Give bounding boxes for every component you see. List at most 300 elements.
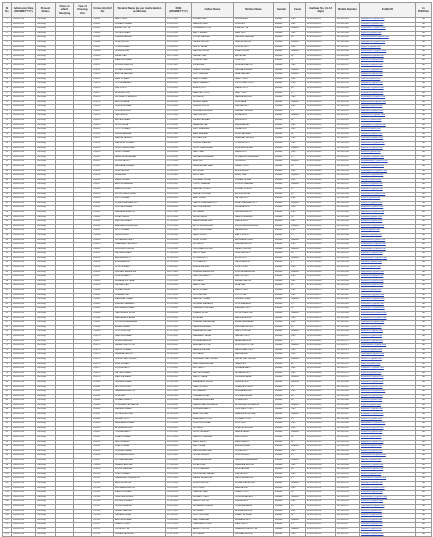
table-cell: RAJKUMARI DEVI xyxy=(234,348,274,353)
table-cell: 109 xyxy=(3,514,12,519)
table-cell: 9111001044 xyxy=(336,215,360,220)
email-cell: pujab24@gmail.com xyxy=(360,403,416,408)
table-cell: LAKHI HEMBROM xyxy=(234,477,274,482)
table-cell: 615011002084 xyxy=(306,353,336,358)
table-cell: 02-04-2001 xyxy=(166,22,192,27)
table-cell: OBC xyxy=(290,142,306,147)
table-cell: 120032 xyxy=(92,160,114,165)
table-cell: OBC xyxy=(290,422,306,427)
table-cell: Pursuing xyxy=(36,266,56,271)
table-cell: Pursuing xyxy=(36,417,56,422)
table-cell: Female xyxy=(274,86,290,91)
table-cell: Pursuing xyxy=(36,334,56,339)
table-cell: ROSHNI KHATUN xyxy=(114,63,166,68)
table-cell: 120015 xyxy=(92,82,114,87)
table-cell: 9111001075 xyxy=(336,357,360,362)
table-cell: Female xyxy=(274,82,290,87)
table-cell: 615011002083 xyxy=(306,348,336,353)
table-cell: 120003 xyxy=(92,27,114,32)
table-cell: 09/09/2019 xyxy=(12,252,36,257)
table-cell: 13-06-2000 xyxy=(166,91,192,96)
table-cell: Pursuing xyxy=(36,339,56,344)
table-cell: Pursuing xyxy=(36,146,56,151)
table-cell: JAYA SARKAR xyxy=(234,73,274,78)
table-cell: 09/09/2019 xyxy=(12,321,36,326)
table-cell: 615011002113 xyxy=(306,486,336,491)
table-cell: Female xyxy=(274,376,290,381)
table-cell: No xyxy=(416,380,432,385)
table-cell: SUMI MURMU xyxy=(234,454,274,459)
table-cell: Pursuing xyxy=(36,105,56,110)
table-cell: No xyxy=(416,367,432,372)
table-cell: SARITA KUMARI xyxy=(114,334,166,339)
table-cell: 120008 xyxy=(92,50,114,55)
table-cell: 615011002048 xyxy=(306,187,336,192)
table-cell: 18-11-2000 xyxy=(166,210,192,215)
table-cell: No xyxy=(416,146,432,151)
table-cell: 9111001051 xyxy=(336,247,360,252)
table-cell: No xyxy=(416,238,432,243)
table-cell: NASIMA BEGUM xyxy=(234,96,274,101)
table-cell: 04-05-2000 xyxy=(166,238,192,243)
table-cell: SITA DEVI xyxy=(234,22,274,27)
table-cell: Pursuing xyxy=(36,486,56,491)
table-cell: BANDANA KUMARI xyxy=(114,422,166,427)
email-cell: mitalib06@gmail.com xyxy=(360,215,416,220)
table-cell: 04-06-2000 xyxy=(166,491,192,496)
table-cell: OBC xyxy=(290,123,306,128)
table-cell: 9111001004 xyxy=(336,31,360,36)
spreadsheet xyxy=(2,2,431,537)
table-cell: No xyxy=(416,504,432,509)
table-cell: 9111001095 xyxy=(336,449,360,454)
table-cell: RAKESH TIWARI xyxy=(192,298,234,303)
table-cell: 120088 xyxy=(92,417,114,422)
table-cell: ARCHANA DUBEY xyxy=(234,238,274,243)
table-cell: 14 xyxy=(3,77,12,82)
table-cell: 19 xyxy=(3,100,12,105)
table-cell: 615011002015 xyxy=(306,36,336,41)
table-cell: Female xyxy=(274,201,290,206)
table-cell: 09/09/2019 xyxy=(12,413,36,418)
table-cell: 46 xyxy=(3,224,12,229)
table-cell: OBC xyxy=(290,18,306,23)
table-cell: BIMLA DEVI xyxy=(234,119,274,124)
table-cell: 09-06-2000 xyxy=(166,197,192,202)
table-cell: 09/09/2019 xyxy=(12,431,36,436)
table-cell: Female xyxy=(274,357,290,362)
table-cell: SOUMEN ROY xyxy=(192,256,234,261)
table-cell: PRADIP BISWAS xyxy=(192,68,234,73)
table-cell: 3 xyxy=(3,27,12,32)
table-cell: 20-02-2001 xyxy=(166,440,192,445)
table-cell: 615011002059 xyxy=(306,238,336,243)
email-cell: munnih12@gmail.com xyxy=(360,339,416,344)
email-cell: mamtak19@gmail.com xyxy=(360,59,416,64)
email-cell: ankitas19@gmail.com xyxy=(360,183,416,188)
table-cell: DASHRATH KISKU xyxy=(192,523,234,528)
table-cell: SONAMUNI HEMBRAM xyxy=(234,155,274,160)
column-header: In PH/Other xyxy=(416,3,432,18)
email-cell: nishasingh21@gmail.com xyxy=(360,50,416,55)
table-cell: 06-07-2000 xyxy=(166,215,192,220)
table-cell: 615011002080 xyxy=(306,334,336,339)
table-cell: 15-07-2000 xyxy=(166,371,192,376)
table-cell: 9111001008 xyxy=(336,50,360,55)
table-cell: PURNIMA BAURI xyxy=(234,504,274,509)
table-cell: Pursuing xyxy=(36,509,56,514)
table-cell: 615011002061 xyxy=(306,247,336,252)
table-cell: RITA SAHA xyxy=(234,100,274,105)
table-cell: 615011002117 xyxy=(306,504,336,509)
table-cell: PAPPU RAM xyxy=(192,252,234,257)
table-cell: 41 xyxy=(3,201,12,206)
table-cell: 21-10-2000 xyxy=(166,357,192,362)
table-cell: Female xyxy=(274,302,290,307)
table-cell: SC xyxy=(290,252,306,257)
table-cell: 88 xyxy=(3,417,12,422)
table-cell: Pursuing xyxy=(36,233,56,238)
table-cell: 120098 xyxy=(92,463,114,468)
table-cell: No xyxy=(416,174,432,179)
table-cell: 9111001055 xyxy=(336,266,360,271)
table-cell: No xyxy=(416,445,432,450)
table-cell: RIYA DAS xyxy=(114,394,166,399)
table-cell: FARHANA KHATUN xyxy=(114,210,166,215)
table-cell: MD IRFAN xyxy=(192,509,234,514)
table-cell: 10-03-2001 xyxy=(166,247,192,252)
email-cell: somac25@gmail.com xyxy=(360,201,416,206)
table-cell: MANU BAGDI xyxy=(234,440,274,445)
email-cell: ritikaa02@gmail.com xyxy=(360,459,416,464)
table-cell: Pursuing xyxy=(36,380,56,385)
table-cell: REKHA SINHA xyxy=(234,445,274,450)
table-cell: 19-09-2000 xyxy=(166,59,192,64)
table-cell: 24-07-2000 xyxy=(166,275,192,280)
table-cell: 615011002021 xyxy=(306,63,336,68)
table-cell: Pursuing xyxy=(36,403,56,408)
table-cell: 09/09/2019 xyxy=(12,486,36,491)
table-cell: No xyxy=(416,123,432,128)
table-cell: SC xyxy=(290,436,306,441)
table-cell: DULARI SOREN xyxy=(234,187,274,192)
table-cell: 25-08-2000 xyxy=(166,518,192,523)
table-cell: SC xyxy=(290,36,306,41)
table-cell: 120097 xyxy=(92,459,114,464)
table-cell: 26-09-2000 xyxy=(166,151,192,156)
table-cell: 9111001034 xyxy=(336,169,360,174)
table-cell: 61 xyxy=(3,293,12,298)
table-cell: 16-06-2000 xyxy=(166,394,192,399)
table-cell: 09/09/2019 xyxy=(12,422,36,427)
table-cell: Pursuing xyxy=(36,481,56,486)
table-cell: 120109 xyxy=(92,514,114,519)
table-cell: No xyxy=(416,426,432,431)
table-cell: 120026 xyxy=(92,132,114,137)
table-cell: 21-07-2000 xyxy=(166,50,192,55)
table-cell: Female xyxy=(274,413,290,418)
table-cell: Female xyxy=(274,243,290,248)
table-cell: Pursuing xyxy=(36,376,56,381)
table-cell: 09/09/2019 xyxy=(12,142,36,147)
table-cell: Pursuing xyxy=(36,302,56,307)
email-cell: afsanab26@gmail.com xyxy=(360,426,416,431)
table-cell: No xyxy=(416,243,432,248)
table-cell: Female xyxy=(274,481,290,486)
table-cell: 9111001091 xyxy=(336,431,360,436)
table-cell: 12 xyxy=(3,68,12,73)
table-cell: SC xyxy=(290,514,306,519)
table-cell: Female xyxy=(274,229,290,234)
table-cell: 17-07-2000 xyxy=(166,160,192,165)
table-cell: No xyxy=(416,105,432,110)
table-cell: General xyxy=(290,495,306,500)
email-cell: payelm10@gmail.com xyxy=(360,146,416,151)
table-cell: Female xyxy=(274,137,290,142)
table-cell: 51 xyxy=(3,247,12,252)
table-cell: Female xyxy=(274,45,290,50)
table-cell: SUPRIYA MUKHERJEE xyxy=(234,224,274,229)
table-cell: 120017 xyxy=(92,91,114,96)
table-cell: Pursuing xyxy=(36,284,56,289)
table-cell: 9111001021 xyxy=(336,109,360,114)
email-cell: seemak22@gmail.com xyxy=(360,380,416,385)
table-cell: SAKI TUDU xyxy=(234,91,274,96)
table-cell: No xyxy=(416,275,432,280)
table-cell: SURESH RAM xyxy=(192,59,234,64)
table-cell: RUPA BHATTACHARYA xyxy=(234,403,274,408)
table-cell: OBC xyxy=(290,289,306,294)
table-cell: 615011002110 xyxy=(306,472,336,477)
table-cell: Female xyxy=(274,54,290,59)
table-cell: 09/09/2019 xyxy=(12,100,36,105)
table-cell: 09/09/2019 xyxy=(12,270,36,275)
table-cell: 120105 xyxy=(92,495,114,500)
table-cell: Female xyxy=(274,472,290,477)
table-cell: TANIYA SEN xyxy=(114,114,166,119)
table-cell: 120035 xyxy=(92,174,114,179)
table-cell xyxy=(56,532,74,537)
email-cell: debosmitap21@gmail.com xyxy=(360,495,416,500)
table-cell: General xyxy=(290,174,306,179)
email-cell: saritak23@gmail.com xyxy=(360,334,416,339)
table-cell: SIPRA DEY xyxy=(234,160,274,165)
table-cell: General xyxy=(290,40,306,45)
table-cell: 615011002121 xyxy=(306,523,336,528)
table-cell: 20 xyxy=(3,105,12,110)
table-cell: RINKI KUMARI xyxy=(114,151,166,156)
table-cell: 120058 xyxy=(92,279,114,284)
table-cell: 615011002045 xyxy=(306,174,336,179)
table-cell: Female xyxy=(274,367,290,372)
table-cell: 16-08-2000 xyxy=(166,77,192,82)
table-cell: RAMPARI DEVI xyxy=(234,307,274,312)
table-cell: Pursuing xyxy=(36,275,56,280)
table-cell: Pursuing xyxy=(36,394,56,399)
email-cell: mallikas03@gmail.com xyxy=(360,376,416,381)
table-cell: 615011002054 xyxy=(306,215,336,220)
table-cell: MD JAMAL xyxy=(192,210,234,215)
table-cell: 120027 xyxy=(92,137,114,142)
table-cell: Female xyxy=(274,18,290,23)
email-cell: rinkik26@gmail.com xyxy=(360,151,416,156)
table-cell: Female xyxy=(274,523,290,528)
table-cell: FULMANI TUDU xyxy=(234,417,274,422)
table-cell: Pursuing xyxy=(36,449,56,454)
table-cell: Female xyxy=(274,353,290,358)
table-cell: 09-02-2001 xyxy=(166,385,192,390)
table-cell: 615011002092 xyxy=(306,390,336,395)
table-cell: 28 xyxy=(3,142,12,147)
table-cell: SUTAPA GHOSAL xyxy=(114,413,166,418)
table-cell: 9111001094 xyxy=(336,445,360,450)
table-cell: 615011002082 xyxy=(306,344,336,349)
table-cell: ZARINA BEGUM xyxy=(234,243,274,248)
table-cell: SANGITA HEMBRAM xyxy=(114,155,166,160)
table-cell: 09/09/2019 xyxy=(12,114,36,119)
email-cell: mahjabeen26@gmail.com xyxy=(360,316,416,321)
table-cell: PHULO DEVI xyxy=(234,266,274,271)
table-cell: MINA DUTTA xyxy=(234,27,274,32)
table-cell: Female xyxy=(274,238,290,243)
table-cell: 615011002037 xyxy=(306,137,336,142)
table-cell: OBC xyxy=(290,137,306,142)
table-cell: 615011002013 xyxy=(306,27,336,32)
email-cell: khushbup28@gmail.com xyxy=(360,96,416,101)
email-cell: babitas30@gmail.com xyxy=(360,187,416,192)
table-cell: MD YUNUS xyxy=(192,486,234,491)
table-cell: Pursuing xyxy=(36,371,56,376)
table-cell: Pursuing xyxy=(36,491,56,496)
table-cell: BIRENDRA SAH xyxy=(192,266,234,271)
table-cell: 09/09/2019 xyxy=(12,155,36,160)
table-cell: 09/09/2019 xyxy=(12,109,36,114)
email-cell: rehanas13@gmail.com xyxy=(360,279,416,284)
table-cell: Female xyxy=(274,399,290,404)
table-cell: 09/09/2019 xyxy=(12,316,36,321)
table-cell: 9111001110 xyxy=(336,518,360,523)
table-cell: 12-02-2001 xyxy=(166,500,192,505)
table-cell: 09/09/2019 xyxy=(12,91,36,96)
table-cell: 120024 xyxy=(92,123,114,128)
table-cell: 615011002097 xyxy=(306,413,336,418)
table-cell: No xyxy=(416,408,432,413)
table-cell: 68 xyxy=(3,325,12,330)
table-cell: 120089 xyxy=(92,422,114,427)
table-cell: MOUMITA DEY xyxy=(114,160,166,165)
table-cell: No xyxy=(416,119,432,124)
table-cell: SARASWATI HEMBROM xyxy=(114,477,166,482)
table-cell: ARUN KUMAR xyxy=(192,289,234,294)
column-header: Mobile Number xyxy=(336,3,360,18)
table-cell: SC xyxy=(290,284,306,289)
table-cell: 615011002114 xyxy=(306,491,336,496)
table-cell: 615011002075 xyxy=(306,312,336,317)
table-cell: Pursuing xyxy=(36,252,56,257)
table-cell: AMINA KHATUN xyxy=(234,279,274,284)
table-cell: 09/09/2019 xyxy=(12,325,36,330)
table-cell: Female xyxy=(274,293,290,298)
table-cell: SUMAN KUMARI xyxy=(114,22,166,27)
table-cell: 09/09/2019 xyxy=(12,284,36,289)
table-cell: Pursuing xyxy=(36,27,56,32)
table-cell: 01-04-2001 xyxy=(166,527,192,532)
table-cell: 10-04-2001 xyxy=(166,362,192,367)
table-cell: MD ASLAM xyxy=(192,63,234,68)
table-cell: RUKSANA KHATUN xyxy=(114,486,166,491)
table-cell: 09/09/2019 xyxy=(12,201,36,206)
table-cell: 57 xyxy=(3,275,12,280)
table-cell: 24-12-2000 xyxy=(166,114,192,119)
email-cell: ranik16@gmail.com xyxy=(360,77,416,82)
table-cell: 09/09/2019 xyxy=(12,151,36,156)
table-cell: 95 xyxy=(3,449,12,454)
table-cell: CHHABI GORAI xyxy=(234,178,274,183)
table-cell: SHARMILA GHOSAL xyxy=(234,413,274,418)
table-cell: No xyxy=(416,224,432,229)
table-cell: MONIKA TUDU xyxy=(114,91,166,96)
table-cell: PRITI KUMARI xyxy=(114,197,166,202)
table-cell: Pursuing xyxy=(36,201,56,206)
table-cell: ST xyxy=(290,523,306,528)
table-cell: SUMANA MAITY xyxy=(234,367,274,372)
table-cell: No xyxy=(416,68,432,73)
table-cell: Female xyxy=(274,68,290,73)
table-cell: KHUSHI KUMARI xyxy=(114,500,166,505)
table-cell: Female xyxy=(274,192,290,197)
table-cell: 9111001085 xyxy=(336,403,360,408)
table-cell: Pursuing xyxy=(36,504,56,509)
table-cell: 120023 xyxy=(92,119,114,124)
table-cell: 08-12-2000 xyxy=(166,165,192,170)
table-cell: ASHOK ROY xyxy=(192,86,234,91)
table-cell: General xyxy=(290,73,306,78)
table-cell: MANOJ SHAH xyxy=(192,77,234,82)
table-cell: 55 xyxy=(3,266,12,271)
table-cell: 09/09/2019 xyxy=(12,165,36,170)
table-cell: OBC xyxy=(290,151,306,156)
table-cell: NIRMALA DEVI xyxy=(234,518,274,523)
email-cell: papiyab20@gmail.com xyxy=(360,440,416,445)
table-cell: 120061 xyxy=(92,293,114,298)
table-cell: 9111001052 xyxy=(336,252,360,257)
table-cell: No xyxy=(416,197,432,202)
table-cell: 09/09/2019 xyxy=(12,238,36,243)
table-cell: Pursuing xyxy=(36,312,56,317)
table-cell: Female xyxy=(274,59,290,64)
table-cell: 120075 xyxy=(92,357,114,362)
table-cell: SUDESHNA PAUL xyxy=(234,495,274,500)
email-cell: swatis08@gmail.com xyxy=(360,445,416,450)
table-cell: PARTHA SEN xyxy=(192,114,234,119)
table-cell: RAMDEV PASWAN xyxy=(192,436,234,441)
table-cell: RANI KUMARI xyxy=(114,77,166,82)
table-cell: ARPITA SAHA xyxy=(114,100,166,105)
email-cell: rakhig05@gmail.com xyxy=(360,178,416,183)
table-cell: ST xyxy=(290,155,306,160)
table-cell: 09/09/2019 xyxy=(12,532,36,537)
table-cell: Pursuing xyxy=(36,22,56,27)
table-cell: ANKITA GHOSH xyxy=(114,481,166,486)
table-cell: No xyxy=(416,514,432,519)
table-cell: SC xyxy=(290,86,306,91)
email-cell: bijoyas09@gmail.com xyxy=(360,385,416,390)
table-cell: MITA CHAKRABORTY xyxy=(234,201,274,206)
table-cell: Pursuing xyxy=(36,215,56,220)
table-cell: 615011002074 xyxy=(306,307,336,312)
table-cell: No xyxy=(416,481,432,486)
table-cell: 09/09/2019 xyxy=(12,514,36,519)
